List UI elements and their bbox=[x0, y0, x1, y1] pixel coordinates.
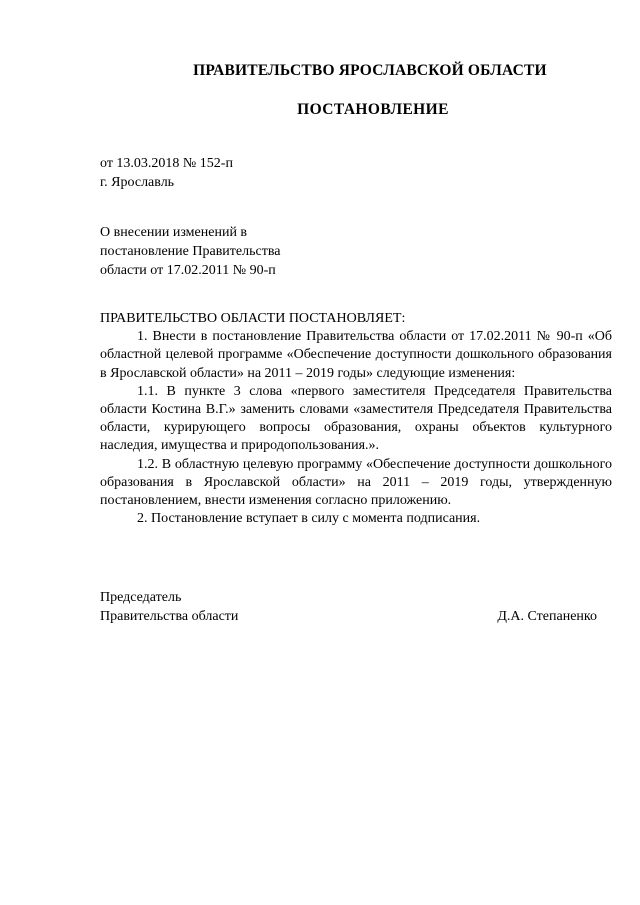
clause-1: 1. Внести в постановление Правительства области от 17.02.2011 № 90-п «Об областной целевой программе «Обеспечение доступности дошкольного образования в Ярославской области» на 2011 – 2019 годы» следующие изменения: bbox=[100, 329, 612, 381]
city: г. Ярославль bbox=[100, 175, 175, 190]
document-subject bbox=[100, 223, 280, 280]
signature-block bbox=[100, 588, 597, 626]
document-body bbox=[100, 310, 612, 528]
subject-line: области от 17.02.2011 № 90-п bbox=[100, 263, 276, 278]
clause-2: 2. Постановление вступает в силу с момента подписания. bbox=[137, 511, 481, 527]
subject-line: О внесении изменений в bbox=[100, 225, 248, 240]
signer-position: Председатель bbox=[100, 590, 182, 605]
clause-1-1: 1.1. В пункте 3 слова «первого заместителя Председателя Правительства области Костина В.Г.» заменить словами «заместителя Председателя Правительства области, курирующего вопросы образования, охраны объектов культурного наследия, имущества и природопользования.». bbox=[100, 383, 612, 454]
clause-1-2: 1.2. В областную целевую программу «Обеспечение доступности дошкольного образования в Ярославской области» на 2011 – 2019 годы, утвержденную постановлением, внести изменения согласно приложению. bbox=[100, 456, 612, 509]
document-type: ПОСТАНОВЛЕНИЕ bbox=[297, 101, 449, 118]
date-number: от 13.03.2018 № 152-п bbox=[100, 156, 233, 171]
government-title: ПРАВИТЕЛЬСТВО ЯРОСЛАВСКОЙ ОБЛАСТИ bbox=[193, 62, 547, 79]
subject-line: постановление Правительства bbox=[100, 244, 281, 259]
resolution-lead: ПРАВИТЕЛЬСТВО ОБЛАСТИ ПОСТАНОВЛЯЕТ: bbox=[100, 311, 406, 326]
signer-name: Д.А. Степаненко bbox=[497, 609, 597, 624]
document-meta bbox=[100, 154, 233, 192]
signer-position: Правительства области bbox=[100, 609, 239, 624]
